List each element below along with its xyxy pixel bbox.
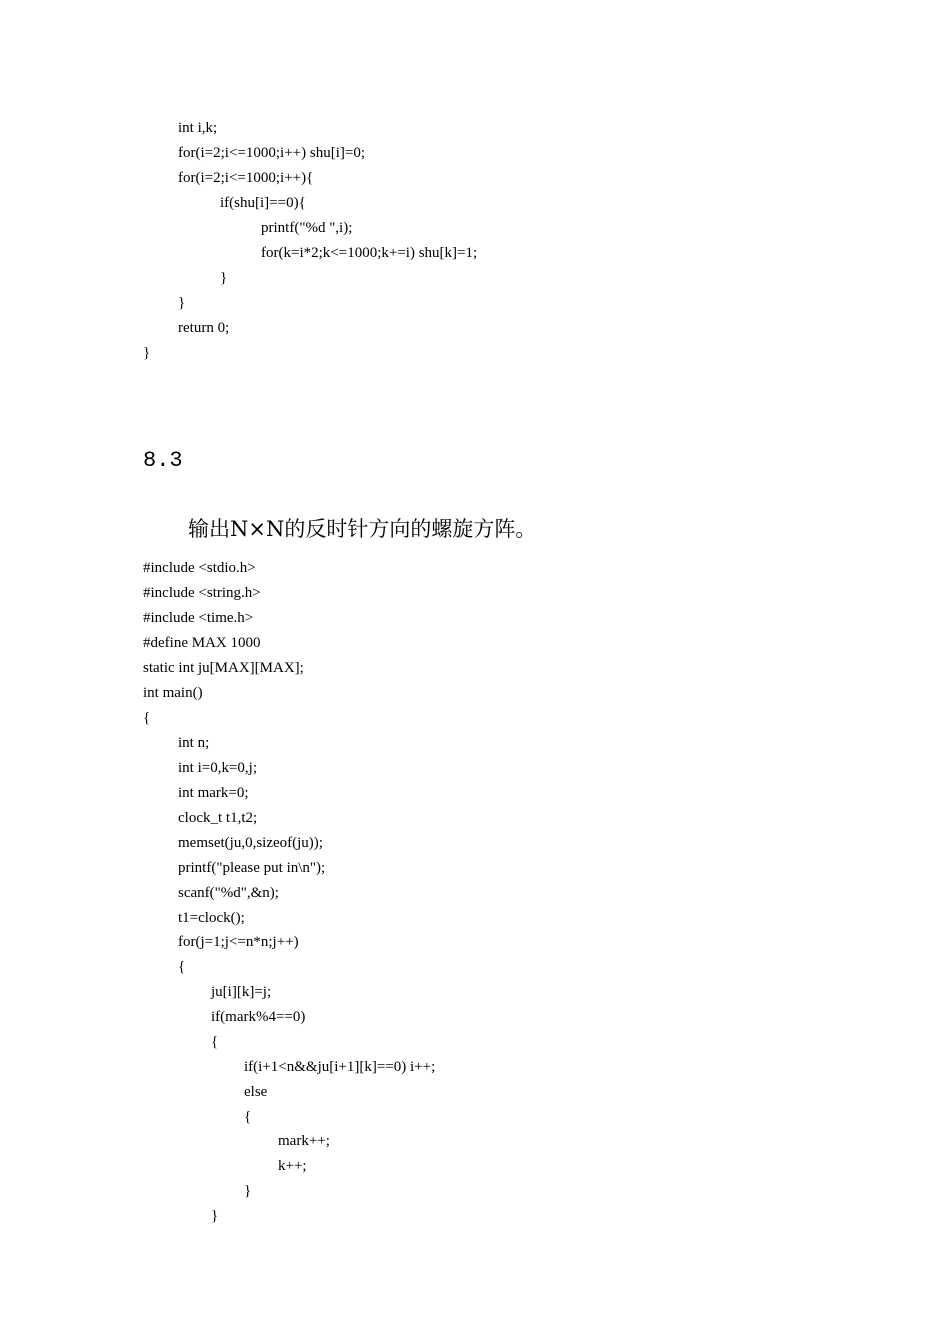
code-line: int main() [143, 685, 203, 701]
code-line: #include <stdio.h> [143, 560, 256, 576]
code-line: for(j=1;j<=n*n;j++) [178, 934, 299, 950]
code-line: for(k=i*2;k<=1000;k+=i) shu[k]=1; [261, 245, 478, 261]
code-line: return 0; [178, 320, 230, 336]
code-line: printf("please put in\n"); [178, 860, 326, 876]
code-line: if(shu[i]==0){ [220, 195, 306, 211]
code-line: else [244, 1084, 268, 1100]
code-line: } [244, 1183, 252, 1199]
section-description: 输出N×N的反时针方向的螺旋方阵。 [188, 517, 537, 541]
code-line: static int ju[MAX][MAX]; [143, 660, 304, 676]
section-number: 8.3 [143, 448, 183, 473]
code-line: int n; [178, 735, 210, 751]
code-line: if(i+1<n&&ju[i+1][k]==0) i++; [244, 1059, 436, 1075]
code-line: for(i=2;i<=1000;i++) shu[i]=0; [178, 145, 365, 161]
code-line: mark++; [278, 1133, 330, 1149]
code-line: printf("%d ",i); [261, 220, 353, 236]
code-line: #include <string.h> [143, 585, 261, 601]
code-line: for(i=2;i<=1000;i++){ [178, 170, 314, 186]
code-line: } [143, 345, 151, 361]
code-line: #include <time.h> [143, 610, 254, 626]
code-line: memset(ju,0,sizeof(ju)); [178, 835, 323, 851]
code-line: #define MAX 1000 [143, 635, 261, 651]
code-line: } [220, 270, 228, 286]
code-line: } [211, 1208, 219, 1224]
code-line: int mark=0; [178, 785, 249, 801]
code-line: clock_t t1,t2; [178, 810, 258, 826]
code-line: ju[i][k]=j; [211, 984, 272, 1000]
code-line: if(mark%4==0) [211, 1009, 306, 1025]
code-line: { [178, 959, 186, 975]
code-line: } [178, 295, 186, 311]
code-line: { [211, 1034, 219, 1050]
code-line: { [244, 1109, 252, 1125]
code-line: scanf("%d",&n); [178, 885, 279, 901]
code-line: t1=clock(); [178, 910, 245, 926]
code-line: { [143, 710, 151, 726]
code-line: int i=0,k=0,j; [178, 760, 258, 776]
code-line: int i,k; [178, 120, 218, 136]
code-line: k++; [278, 1158, 307, 1174]
